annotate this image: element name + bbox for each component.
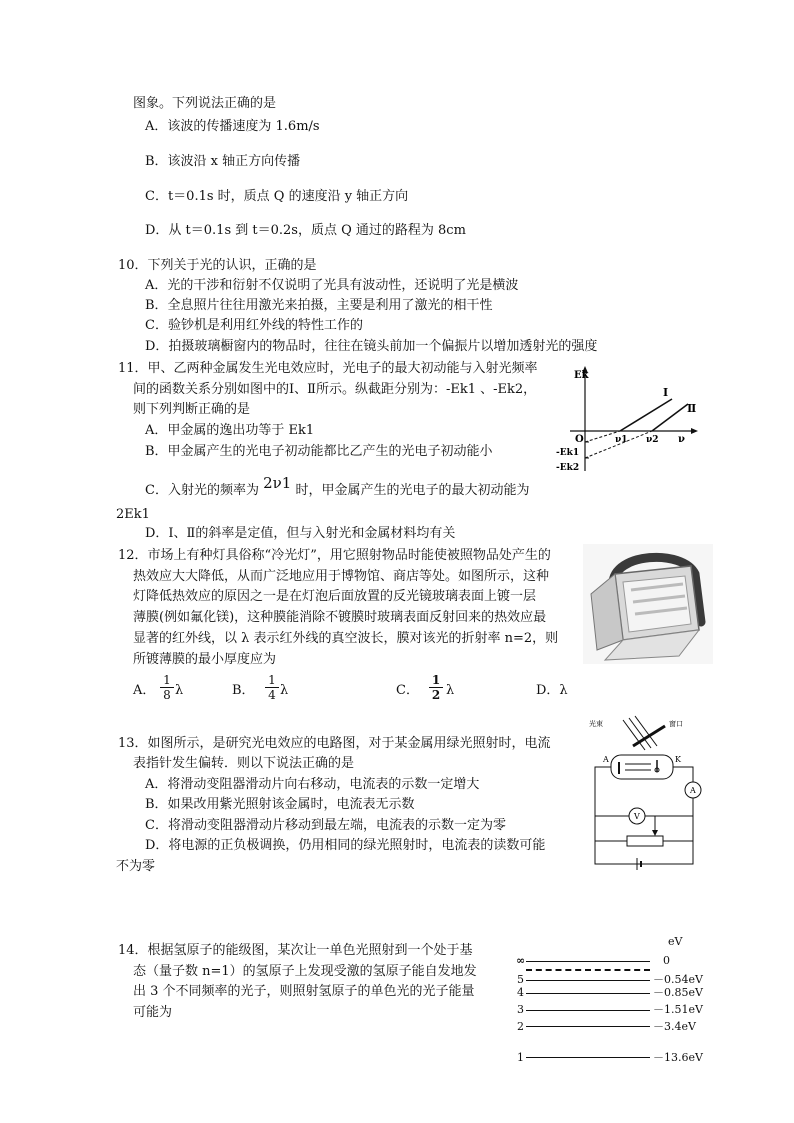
q12-option-c-fraction xyxy=(429,673,443,702)
q11-stem-line1: 11．甲、乙两种金属发生光电效应时，光电子的最大初动能与入射光频率 xyxy=(118,361,538,376)
q12-option-b-label: B． xyxy=(232,683,255,698)
level-line-2 xyxy=(526,1026,650,1027)
q14-stem-line4: 可能为 xyxy=(133,1005,173,1020)
level-energy-4: －0.85eV xyxy=(653,986,703,999)
q10-option-d: D．拍摄玻璃橱窗内的物品时，往往在镜头前加一个偏振片以增加透射光的强度 xyxy=(145,339,598,354)
photoelectric-circuit-diagram xyxy=(585,712,710,872)
q12-option-a-fraction xyxy=(160,673,174,702)
circuit-window-label: 窗口 xyxy=(669,720,683,728)
q12-option-c-num: 1 xyxy=(429,673,443,688)
level-n-3: 3 xyxy=(517,1003,524,1016)
q9-stem: 图象。下列说法正确的是 xyxy=(133,96,277,111)
q12-option-a-label: A． xyxy=(133,683,156,698)
level-energy-5: －0.54eV xyxy=(653,973,703,986)
q9-option-a: A．该波的传播速度为 1.6m/s xyxy=(145,119,320,134)
level-n-4: 4 xyxy=(517,986,524,999)
q13-option-d-line1: D．将电源的正负极调换，仍用相同的绿光照射时，电流表的读数可能 xyxy=(145,838,546,853)
q12-stem-line4: 薄膜(例如氟化镁)，这种膜能消除不镀膜时玻璃表面反射回来的热效应最 xyxy=(133,610,547,625)
q11-stem-line2: 间的函数关系分别如图中的Ⅰ、Ⅱ所示。纵截距分别为：-Ek1 、-Ek2， xyxy=(133,382,537,397)
level-energy-3: －1.51eV xyxy=(653,1003,703,1016)
level-line-3 xyxy=(526,1010,650,1011)
q12-stem-line1: 12．市场上有种灯具俗称“冷光灯”，用它照射物品时能使被照物品处产生的 xyxy=(118,548,551,563)
q12-option-a-den: 8 xyxy=(163,688,171,702)
q11-graph-line2: Ⅱ xyxy=(687,402,697,415)
q12-option-c-lambda: λ xyxy=(446,683,455,698)
q12-option-d: D．λ xyxy=(536,683,568,698)
q12-option-a-lambda: λ xyxy=(175,683,184,698)
q13-option-d-line2: 不为零 xyxy=(116,859,156,874)
q12-stem-line5: 显著的红外线，以 λ 表示红外线的真空波长，膜对该光的折射率 n=2，则 xyxy=(133,631,559,646)
q13-option-c: C．将滑动变阻器滑动片移动到最左端，电流表的示数一定为零 xyxy=(145,818,506,833)
q13-stem-line1: 13．如图所示，是研究光电效应的电路图，对于某金属用绿光照射时，电流 xyxy=(118,736,551,751)
cold-light-lamp-photo xyxy=(583,544,713,664)
q14-stem-line1: 14．根据氢原子的能级图，某次让一单色光照射到一个处于基 xyxy=(118,943,473,958)
level-energy-infinity: 0 xyxy=(663,954,670,967)
q11-option-c-wrap: 2Ek1 xyxy=(116,507,150,522)
ammeter-label: A xyxy=(690,786,696,795)
energy-unit-label: eV xyxy=(668,935,683,948)
q11-option-b: B．甲金属产生的光电子初动能都比乙产生的光电子初动能小 xyxy=(145,444,493,459)
q11-graph-ek2: -Ek2 xyxy=(556,463,580,473)
level-line-4 xyxy=(526,993,650,994)
level-line-dashed xyxy=(526,969,650,971)
q12-stem-line3: 灯降低热效应的原因之一是在灯泡后面放置的反光镜玻璃表面上镀一层 xyxy=(133,589,537,604)
q12-option-b-num: 1 xyxy=(265,673,279,688)
q11-graph-y-label: Ek xyxy=(574,370,589,381)
level-n-1: 1 xyxy=(517,1051,524,1064)
q11-stem-line3: 则下列判断正确的是 xyxy=(133,402,251,417)
q13-option-a: A．将滑动变阻器滑动片向右移动，电流表的示数一定增大 xyxy=(145,777,480,792)
q9-option-d: D．从 t＝0.1s 到 t＝0.2s，质点 Q 通过的路程为 8cm xyxy=(145,223,466,238)
q9-option-b: B．该波沿 x 轴正方向传播 xyxy=(145,154,301,169)
level-line-infinity xyxy=(526,961,650,962)
circuit-anode-label: A xyxy=(603,755,609,764)
q11-graph-x-label: ν xyxy=(678,434,685,445)
q11-graph-nu1: ν1 xyxy=(615,435,628,445)
q9-option-c: C．t＝0.1s 时，质点 Q 的速度沿 y 轴正方向 xyxy=(145,189,409,204)
level-n-5: 5 xyxy=(517,973,524,986)
q11-graph-nu2: ν2 xyxy=(646,435,659,445)
circuit-cathode-label: K xyxy=(675,755,681,764)
q10-option-c: C．验钞机是利用红外线的特性工作的 xyxy=(145,318,363,333)
q11-option-c xyxy=(145,474,530,499)
q10-option-a: A．光的干涉和衍射不仅说明了光具有波动性，还说明了光是横波 xyxy=(145,278,519,293)
q11-option-c-pre: C．入射光的频率为 xyxy=(145,483,259,498)
q10-stem: 10．下列关于光的认识，正确的是 xyxy=(118,258,317,273)
q12-stem-line6: 所镀薄膜的最小厚度应为 xyxy=(133,652,277,667)
level-line-5 xyxy=(526,980,650,981)
level-energy-1: －13.6eV xyxy=(653,1051,703,1064)
q12-option-c-label: C． xyxy=(396,683,419,698)
level-n-infinity: ∞ xyxy=(516,954,526,967)
level-energy-2: －3.4eV xyxy=(653,1020,696,1033)
q12-option-b-fraction xyxy=(265,673,279,702)
q12-option-a-num: 1 xyxy=(160,673,174,688)
q12-stem-line2: 热效应大大降低，从而广泛地应用于博物馆、商店等处。如图所示，这种 xyxy=(133,569,550,584)
q10-option-b: B．全息照片往往用激光来拍摄，主要是利用了激光的相干性 xyxy=(145,298,493,313)
q11-graph-line1: Ⅰ xyxy=(663,386,669,399)
q13-option-b: B．如果改用紫光照射该金属时，电流表无示数 xyxy=(145,797,415,812)
level-line-1 xyxy=(526,1057,650,1058)
q11-option-d: D．Ⅰ、Ⅱ的斜率是定值，但与入射光和金属材料均有关 xyxy=(145,526,456,541)
voltmeter-label: V xyxy=(634,812,640,821)
circuit-beam-label: 光束 xyxy=(589,720,603,728)
q11-graph-ek1: -Ek1 xyxy=(556,448,580,458)
q14-stem-line2: 态（量子数 n=1）的氢原子上发现受激的氢原子能自发地发 xyxy=(133,964,477,979)
q13-stem-line2: 表指针发生偏转．则以下说法正确的是 xyxy=(133,756,355,771)
level-n-2: 2 xyxy=(517,1020,524,1033)
q12-option-c-den: 2 xyxy=(431,688,441,702)
q11-ek-graph xyxy=(556,366,700,476)
q11-option-a: A．甲金属的逸出功等于 Ek1 xyxy=(145,423,315,438)
q11-graph-origin: O xyxy=(575,434,584,445)
q12-option-b-den: 4 xyxy=(268,688,276,702)
q12-option-b-lambda: λ xyxy=(280,683,289,698)
q11-option-c-post: 时，甲金属产生的光电子的最大初动能为 xyxy=(295,483,530,498)
q11-option-c-freq: 2ν1 xyxy=(263,474,292,492)
q14-stem-line3: 出 3 个不同频率的光子，则照射氢原子的单色光的光子能量 xyxy=(133,984,475,999)
